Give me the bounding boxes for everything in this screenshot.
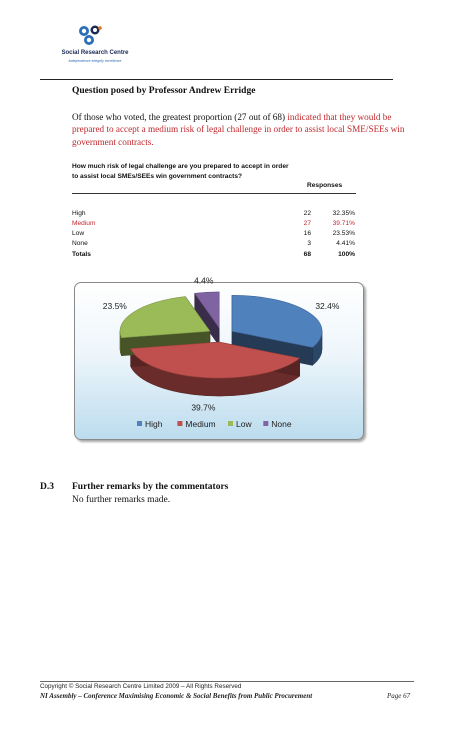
legend-swatch <box>177 421 182 426</box>
row-label: High <box>72 210 86 217</box>
table-rule <box>72 193 356 194</box>
legend-label: High <box>145 419 163 429</box>
table-row-total <box>72 251 357 261</box>
row-count: 27 <box>303 220 311 227</box>
pie-data-label: 23.5% <box>102 300 127 311</box>
legend-label: None <box>271 419 292 429</box>
pie-data-label: 4.4% <box>194 275 214 286</box>
row-label: Low <box>72 230 85 237</box>
row-label: Medium <box>72 220 96 227</box>
legend-label: Medium <box>185 419 216 429</box>
row-count: 16 <box>303 230 311 237</box>
footer-document-title: NI Assembly – Conference Maximising Economic & Social Benefits from Public Procurement <box>40 692 313 700</box>
logo <box>50 20 140 70</box>
legend-swatch <box>263 421 268 426</box>
row-label: None <box>72 240 88 247</box>
row-count: 22 <box>303 210 311 217</box>
intro-text: Of those who voted, the greatest proportion (27 out of 68) <box>72 112 288 122</box>
footer-copyright: Copyright © Social Research Centre Limited 2009 – All Rights Reserved <box>40 683 242 690</box>
row-count: 3 <box>307 240 311 247</box>
row-percent: 23.53% <box>332 230 355 237</box>
legend-item <box>177 419 215 429</box>
legend-swatch <box>228 421 233 426</box>
legend-item <box>137 419 163 429</box>
table-row-medium <box>72 220 357 230</box>
footer-page-number: Page 67 <box>387 692 411 700</box>
legend-item <box>263 419 292 429</box>
table-row-high <box>72 210 357 220</box>
row-percent: 100% <box>338 251 355 258</box>
footer-divider <box>40 681 414 682</box>
intro-highlight: indicated that they would be prepared to accept a medium risk of legal challenge in order to assist local SME/SEEs win government contracts. <box>72 112 405 147</box>
legend-swatch <box>137 421 142 426</box>
logo-tagline: independence integrity excellence <box>68 59 122 63</box>
header-divider <box>40 79 393 80</box>
question-title: Question posed by Professor Andrew Erridge <box>72 86 256 96</box>
table-row-none <box>72 240 357 250</box>
pie-chart <box>74 275 364 440</box>
logo-name: Social Research Centre <box>61 50 129 56</box>
row-percent: 32.35% <box>332 210 355 217</box>
intro-paragraph <box>72 111 417 148</box>
pie-data-label: 39.7% <box>191 402 216 413</box>
legend-label: Low <box>236 419 252 429</box>
section-body: No further remarks made. <box>72 495 171 505</box>
row-count: 68 <box>303 251 311 258</box>
row-label: Totals <box>72 251 91 258</box>
table-row-low <box>72 230 357 240</box>
chart-legend <box>137 419 292 429</box>
section-title: Further remarks by the commentators <box>72 482 229 492</box>
section-number: D.3 <box>40 482 54 492</box>
logo-mark-icon <box>76 24 104 46</box>
responses-header: Responses <box>307 182 343 189</box>
legend-item <box>228 419 252 429</box>
pie-chart-svg <box>75 275 363 439</box>
row-percent: 4.41% <box>336 240 355 247</box>
pie-data-label: 32.4% <box>315 301 340 312</box>
row-percent: 39.71% <box>332 220 355 227</box>
table-question: How much risk of legal challenge are you prepared to accept in order to assist local SMEs/SEEs win government contracts? <box>72 163 289 180</box>
